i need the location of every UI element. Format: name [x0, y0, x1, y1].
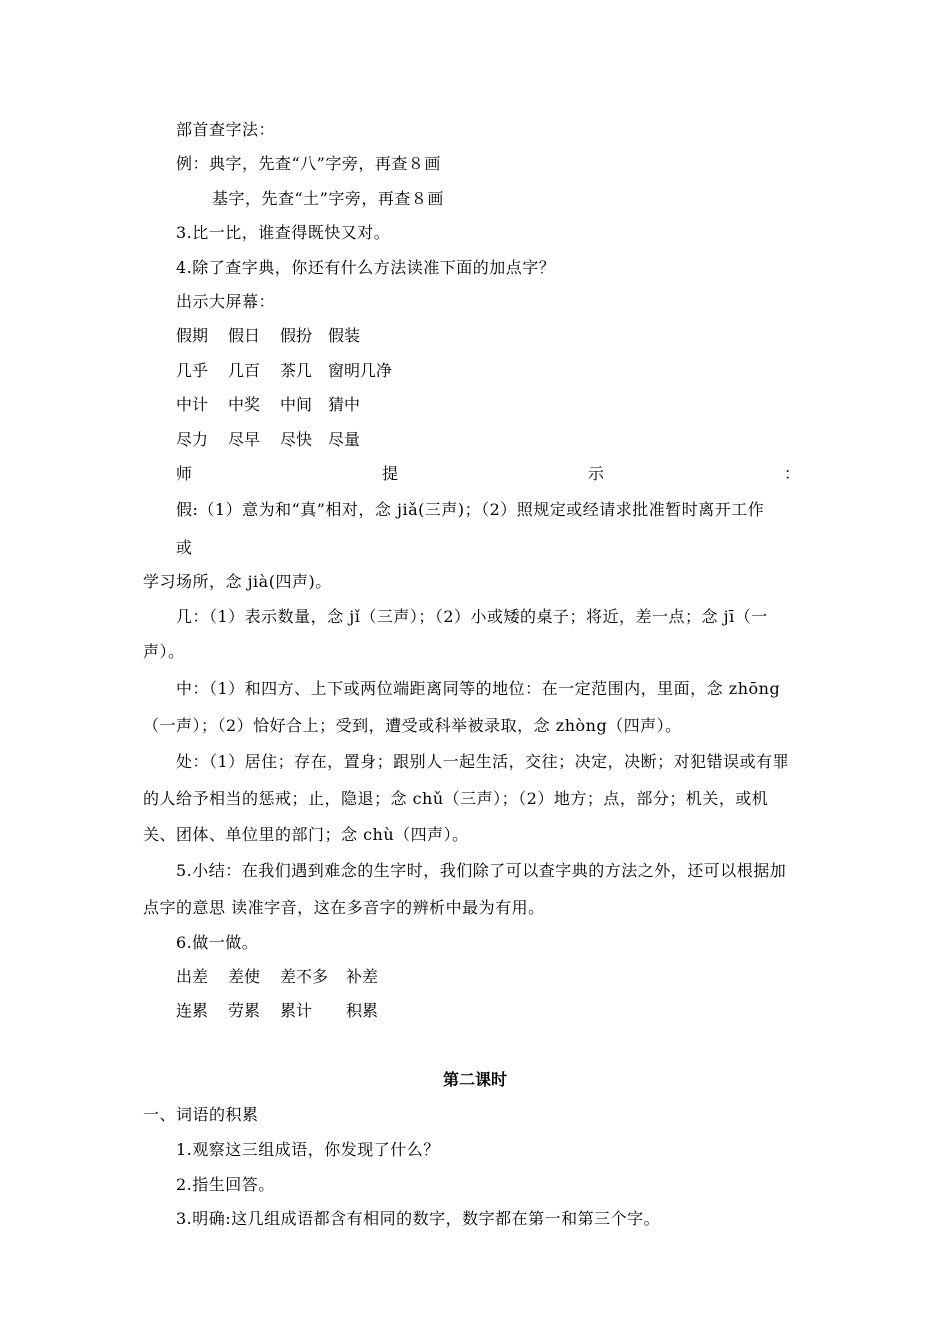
chu-definition-cont: 的人给予相当的惩戒；止，隐退；念 chǔ（三声）；（2）地方；点，部分；机关，或机 — [143, 789, 769, 808]
word: 假日 — [228, 326, 261, 345]
word: 中计 — [176, 395, 209, 414]
word: 几乎 — [176, 361, 209, 380]
step-3: 3.比一比，谁查得既快又对。 — [176, 223, 391, 242]
summary-cont: 点字的意思 读准字音，这在多音字的辨析中最为有用。 — [143, 898, 545, 917]
word: 尽早 — [228, 430, 261, 449]
word: 猜中 — [328, 395, 361, 414]
word: 差不多 — [280, 967, 329, 986]
zhong-definition-end: （一声）；（2）恰好合上；受到，遭受或科举被录取，念 zhòng（四声）。 — [143, 716, 682, 735]
word: 补差 — [346, 967, 379, 986]
zhong-definition: 中：（1）和四方、上下或两位端距离同等的地位：在一定范围内，里面，念 zhōng — [176, 679, 781, 698]
chu-definition: 处：（1）居住；存在，置身；跟别人一起生活，交往；决定，决断；对犯错误或有罪 — [176, 752, 790, 771]
word: 假扮 — [280, 326, 313, 345]
word: 中奖 — [228, 395, 261, 414]
word: 尽力 — [176, 430, 209, 449]
example-line-1: 例：典字，先查“八”字旁，再查８画 — [176, 154, 441, 173]
hint-char: ： — [784, 464, 801, 483]
jia-definition: 假:（1）意为和“真”相对，念 jiǎ(三声)；（2）照规定或经请求批准暂时离开工作 — [176, 500, 765, 519]
example-line-2: 基字，先查“土”字旁，再查８画 — [212, 189, 444, 208]
word: 中间 — [280, 395, 313, 414]
jia-definition-cont: 或 — [176, 538, 193, 557]
word: 尽快 — [280, 430, 313, 449]
step-1: 1.观察这三组成语，你发现了什么？ — [176, 1140, 440, 1159]
hint-char: 示 — [588, 464, 605, 483]
word: 积累 — [346, 1001, 379, 1020]
word: 出差 — [176, 967, 209, 986]
word: 几百 — [228, 361, 261, 380]
word: 累计 — [280, 1001, 313, 1020]
ji-definition: 几：（1）表示数量，念 jǐ（三声）；（2）小或矮的桌子；将近，差一点；念 jī（一 — [176, 607, 768, 626]
summary: 5.小结：在我们遇到难念的生字时，我们除了可以查字典的方法之外，还可以根据加 — [176, 861, 787, 880]
word: 假装 — [328, 326, 361, 345]
chu-definition-end: 关、团体、单位里的部门；念 chù（四声）。 — [143, 825, 469, 844]
method-heading: 部首查字法： — [176, 120, 276, 139]
word: 劳累 — [228, 1001, 261, 1020]
word: 尽量 — [328, 430, 361, 449]
jia-definition-end: 学习场所，念 jià(四声)。 — [143, 572, 332, 591]
practice-heading: 6.做一做。 — [176, 933, 259, 952]
section-title: 第二课时 — [442, 1070, 507, 1089]
word: 连累 — [176, 1001, 209, 1020]
part-heading: 一、词语的积累 — [143, 1105, 259, 1124]
hint-char: 提 — [382, 464, 399, 483]
word: 茶几 — [280, 361, 313, 380]
word: 假期 — [176, 326, 209, 345]
hint-char: 师 — [176, 464, 193, 483]
step-4: 4.除了查字典，你还有什么方法读准下面的加点字？ — [176, 258, 556, 277]
step-3-conclusion: 3.明确:这几组成语都含有相同的数字，数字都在第一和第三个字。 — [176, 1209, 661, 1228]
word: 差使 — [228, 967, 261, 986]
step-2: 2.指生回答。 — [176, 1175, 275, 1194]
word: 窗明几净 — [328, 361, 393, 380]
ji-definition-end: 声）。 — [143, 642, 185, 661]
screen-label: 出示大屏幕： — [176, 292, 276, 311]
